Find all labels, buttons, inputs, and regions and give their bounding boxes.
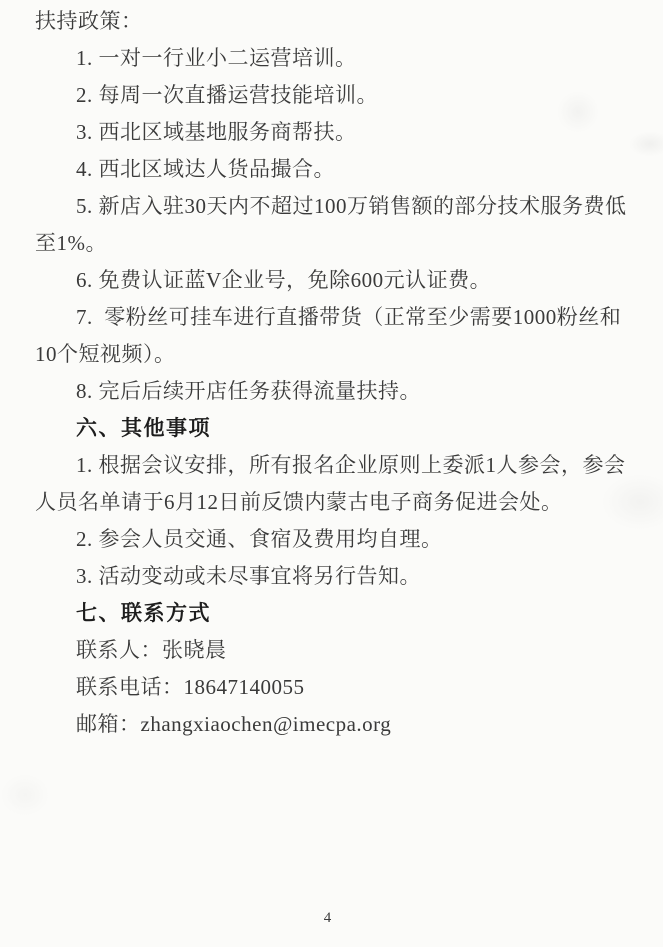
text-line: 3. 西北区域基地服务商帮扶。: [76, 120, 357, 144]
text-line: 联系人：张晓晨: [76, 638, 227, 662]
text-line: 邮箱：zhangxiaochen@imecpa.org: [76, 712, 392, 736]
text-line: 1. 一对一行业小二运营培训。: [76, 46, 357, 70]
text-line: 10个短视频）。: [35, 342, 176, 366]
text-line: 8. 完后后续开店任务获得流量扶持。: [76, 379, 421, 403]
section-heading: 六、其他事项: [76, 417, 211, 440]
document-body: [35, 3, 635, 743]
text-line: 1. 根据会议安排，所有报名企业原则上委派1人参会，参会: [76, 453, 626, 477]
page-number: 4: [323, 910, 332, 926]
text-line: 联系电话：18647140055: [76, 675, 305, 699]
text-line: 6. 免费认证蓝V企业号，免除600元认证费。: [76, 268, 492, 292]
section-heading: 七、联系方式: [76, 602, 211, 625]
text-line: 扶持政策：: [35, 9, 143, 33]
text-line: 3. 活动变动或未尽事宜将另行告知。: [76, 564, 421, 588]
text-line: 2. 每周一次直播运营技能培训。: [76, 83, 378, 107]
text-line: 7. 零粉丝可挂车进行直播带货（正常至少需要1000粉丝和: [76, 305, 622, 329]
text-line: 人员名单请于6月12日前反馈内蒙古电子商务促进会处。: [35, 490, 563, 514]
text-line: 至1%。: [35, 231, 107, 255]
text-line: 5. 新店入驻30天内不超过100万销售额的部分技术服务费低: [76, 194, 627, 218]
text-line: 2. 参会人员交通、食宿及费用均自理。: [76, 527, 443, 551]
text-line: 4. 西北区域达人货品撮合。: [76, 157, 335, 181]
